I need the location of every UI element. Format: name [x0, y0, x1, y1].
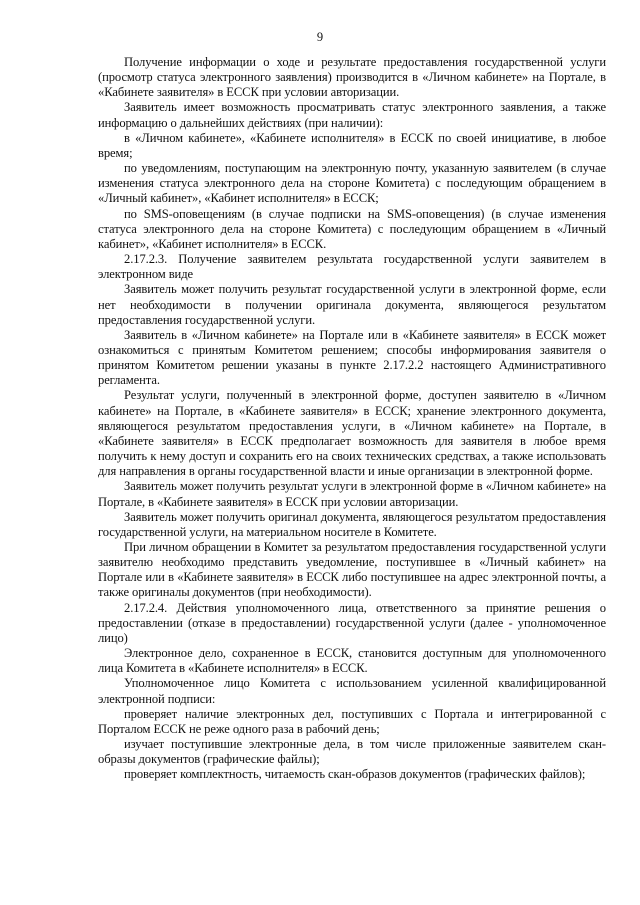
- paragraph: проверяет наличие электронных дел, поступивших с Портала и интегрированной с Порталом ЕССК не реже одного раза в рабочий день;: [98, 706, 606, 736]
- document-body: [98, 55, 606, 783]
- paragraph: Результат услуги, полученный в электронной форме, доступен заявителю в «Личном кабинете» на Портале, в «Кабинете заявителя» в ЕССК; хранение электронного документа, являющегося результатом предоставления услуги, в «Личном кабинете» на Портале, в «Кабинете заявителя» в ЕССК предполагает возможность для заявителя в любое время получить к нему доступ и сохранить его на своих технических средствах, а также использовать для направления в органы государственной власти и иные организации в электронной форме.: [98, 388, 606, 479]
- paragraph: Получение информации о ходе и результате предоставления государственной услуги (просмотр статуса электронного заявления) производится в «Личном кабинете» на Портале, в «Кабинете заявителя» в ЕССК при условии авторизации.: [98, 55, 606, 100]
- paragraph: Электронное дело, сохраненное в ЕССК, становится доступным для уполномоченного лица Комитета в «Кабинете исполнителя» в ЕССК.: [98, 646, 606, 676]
- paragraph: Заявитель может получить оригинал документа, являющегося результатом предоставления государственной услуги, на материальном носителе в Комитете.: [98, 509, 606, 539]
- paragraph: изучает поступившие электронные дела, в том числе приложенные заявителем скан-образы документов (графические файлы);: [98, 737, 606, 767]
- paragraph: Заявитель в «Личном кабинете» на Портале или в «Кабинете заявителя» в ЕССК может ознакомиться с принятым Комитетом решением; способы информирования заявителя о принятом Комитетом решении указаны в пункте 2.17.2.2 настоящего Административного регламента.: [98, 327, 606, 388]
- section-heading: 2.17.2.4. Действия уполномоченного лица, ответственного за принятие решения о предоставлении (отказе в предоставлении) государственной услуги (далее - уполномоченное лицо): [98, 600, 606, 645]
- page-number: 9: [316, 30, 324, 44]
- paragraph: Заявитель может получить результат государственной услуги в электронной форме, если нет необходимости в получении оригинала документа, являющегося результатом предоставления государственной услуги.: [98, 282, 606, 327]
- paragraph: проверяет комплектность, читаемость скан-образов документов (графических файлов);: [124, 767, 586, 782]
- paragraph: Заявитель имеет возможность просматривать статус электронного заявления, а также информацию о дальнейших действиях (при наличии):: [98, 100, 606, 130]
- paragraph: При личном обращении в Комитет за результатом предоставления государственной услуги заявителю необходимо представить уведомление, поступившее в «Личный кабинет» на Портале или в «Кабинете заявителя» в ЕССК либо поступившее на адрес электронной почты, а также оригиналы документов (при необходимости).: [98, 540, 606, 600]
- paragraph: в «Личном кабинете», «Кабинете исполнителя» в ЕССК по своей инициативе, в любое время;: [98, 130, 606, 160]
- paragraph: Заявитель может получить результат услуги в электронной форме в «Личном кабинете» на Портале, в «Кабинете заявителя» в ЕССК при условии авторизации.: [98, 479, 606, 509]
- section-heading: 2.17.2.3. Получение заявителем результата государственной услуги заявителем в электронном виде: [98, 252, 606, 282]
- paragraph: Уполномоченное лицо Комитета с использованием усиленной квалифицированной электронной подписи:: [98, 676, 606, 706]
- paragraph: по уведомлениям, поступающим на электронную почту, указанную заявителем (в случае изменения статуса электронного дела на стороне Комитета) с последующим обращением в «Личный кабинет», «Кабинет исполнителя» в ЕССК;: [98, 161, 606, 206]
- paragraph: по SMS-оповещениям (в случае подписки на SMS-оповещения) (в случае изменения статуса электронного дела на стороне Комитета) с последующим обращением в «Личный кабинет», «Кабинет исполнителя» в ЕССК.: [98, 206, 606, 251]
